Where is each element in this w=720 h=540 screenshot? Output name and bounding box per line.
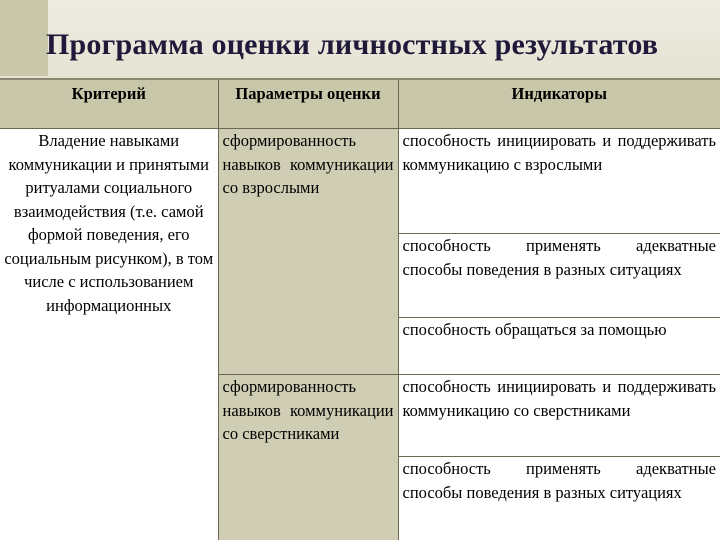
indicator-cell: способность применять адекватные способы поведения в разных ситуациях (398, 457, 720, 540)
indicator-cell: способность применять адекватные способы поведения в разных ситуациях (398, 234, 720, 318)
header-parameters: Параметры оценки (218, 80, 398, 129)
indicator-cell: способность обращаться за помощью (398, 318, 720, 375)
parameter-cell-peers: сформированность навыков коммуникации со сверстниками (218, 375, 398, 540)
criterion-cell: Владение навыками коммуникации и принятыми ритуалами социального взаимодействия (т.е. самой формой поведения, его социальным рисунком), в том числе с использованием информационных (0, 129, 218, 540)
indicator-cell: способность инициировать и поддерживать коммуникацию с взрослыми (398, 129, 720, 234)
table-row (0, 129, 720, 234)
header-criterion: Критерий (0, 80, 218, 129)
header-indicators: Индикаторы (398, 80, 720, 129)
page-title: Программа оценки личностных результатов (46, 28, 659, 61)
table-header-row (0, 80, 720, 129)
corner-accent (0, 0, 48, 76)
indicator-cell: способность инициировать и поддерживать коммуникацию со сверстниками (398, 375, 720, 457)
parameter-cell-adults: сформированность навыков коммуникации со взрослыми (218, 129, 398, 375)
evaluation-table (0, 80, 720, 540)
